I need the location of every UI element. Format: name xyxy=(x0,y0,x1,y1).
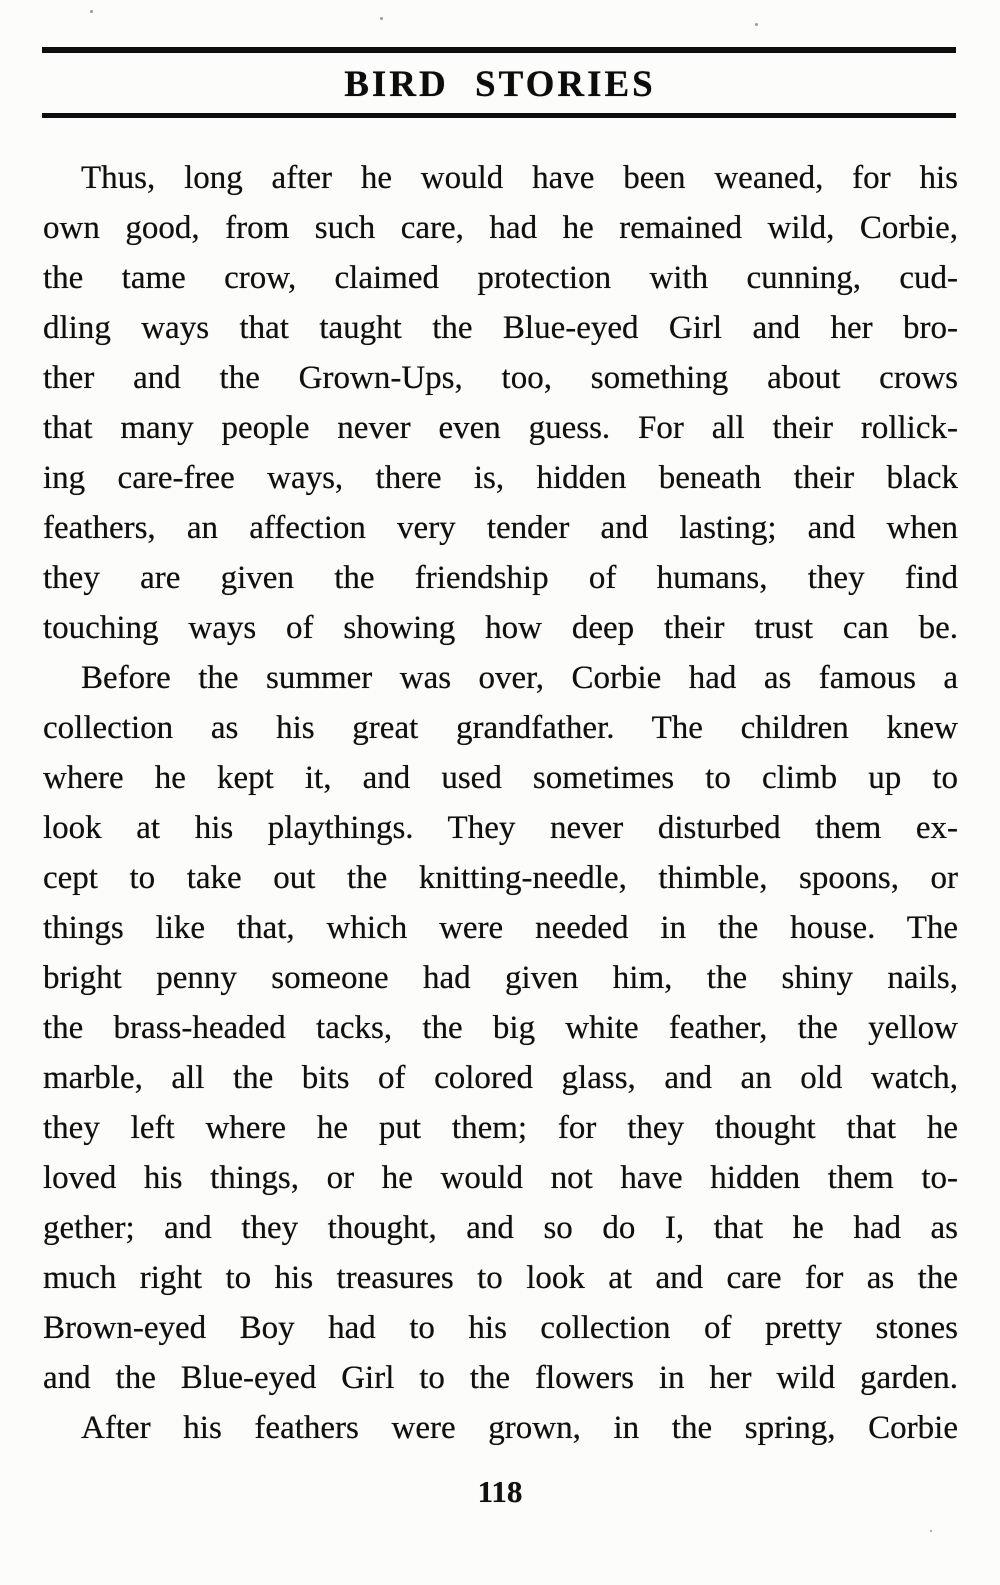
scan-speck xyxy=(755,23,758,26)
header-rule xyxy=(42,113,956,118)
text-line: Before the summer was over, Corbie had as famous a xyxy=(81,660,958,696)
text-line: feathers, an affection very tender and lasting; and when xyxy=(43,510,958,546)
scan-speck xyxy=(930,1530,932,1532)
text-line: the tame crow, claimed protection with cunning, cud- xyxy=(43,260,958,296)
text-line: gether; and they thought, and so do I, that he had as xyxy=(43,1210,958,1246)
text-line: that many people never even guess. For all their rollick- xyxy=(43,410,958,446)
page-number: 118 xyxy=(477,1474,523,1509)
text-line: Brown-eyed Boy had to his collection of pretty stones xyxy=(43,1310,958,1346)
text-line: things like that, which were needed in the house. The xyxy=(43,910,958,946)
text-line: look at his playthings. They never disturbed them ex- xyxy=(43,810,958,846)
text-line: cept to take out the knitting-needle, thimble, spoons, or xyxy=(43,860,958,896)
text-line: they left where he put them; for they thought that he xyxy=(43,1110,958,1146)
text-line: dling ways that taught the Blue-eyed Girl and her bro- xyxy=(43,310,958,346)
text-line: and the Blue-eyed Girl to the flowers in her wild garden. xyxy=(43,1360,958,1396)
text-line: much right to his treasures to look at and care for as the xyxy=(43,1260,958,1296)
text-line: Thus, long after he would have been weaned, for his xyxy=(81,160,958,196)
text-line: loved his things, or he would not have hidden them to- xyxy=(43,1160,958,1196)
text-line: bright penny someone had given him, the shiny nails, xyxy=(43,960,958,996)
text-line: they are given the friendship of humans, they find xyxy=(43,560,958,596)
text-line: After his feathers were grown, in the spring, Corbie xyxy=(81,1410,958,1446)
text-line: ing care-free ways, there is, hidden beneath their black xyxy=(43,460,958,496)
page-title: BIRD STORIES xyxy=(344,64,656,105)
scan-speck xyxy=(90,10,93,13)
text-line: touching ways of showing how deep their trust can be. xyxy=(43,610,958,646)
scan-speck xyxy=(380,17,383,20)
text-line: the brass-headed tacks, the big white feather, the yellow xyxy=(43,1010,958,1046)
body-text xyxy=(43,153,958,1453)
text-line: where he kept it, and used sometimes to climb up to xyxy=(43,760,958,796)
text-line: collection as his great grandfather. The children knew xyxy=(43,710,958,746)
text-line: ther and the Grown-Ups, too, something about crows xyxy=(43,360,958,396)
text-line: marble, all the bits of colored glass, and an old watch, xyxy=(43,1060,958,1096)
text-line: own good, from such care, had he remained wild, Corbie, xyxy=(43,210,958,246)
top-rule xyxy=(42,47,956,53)
